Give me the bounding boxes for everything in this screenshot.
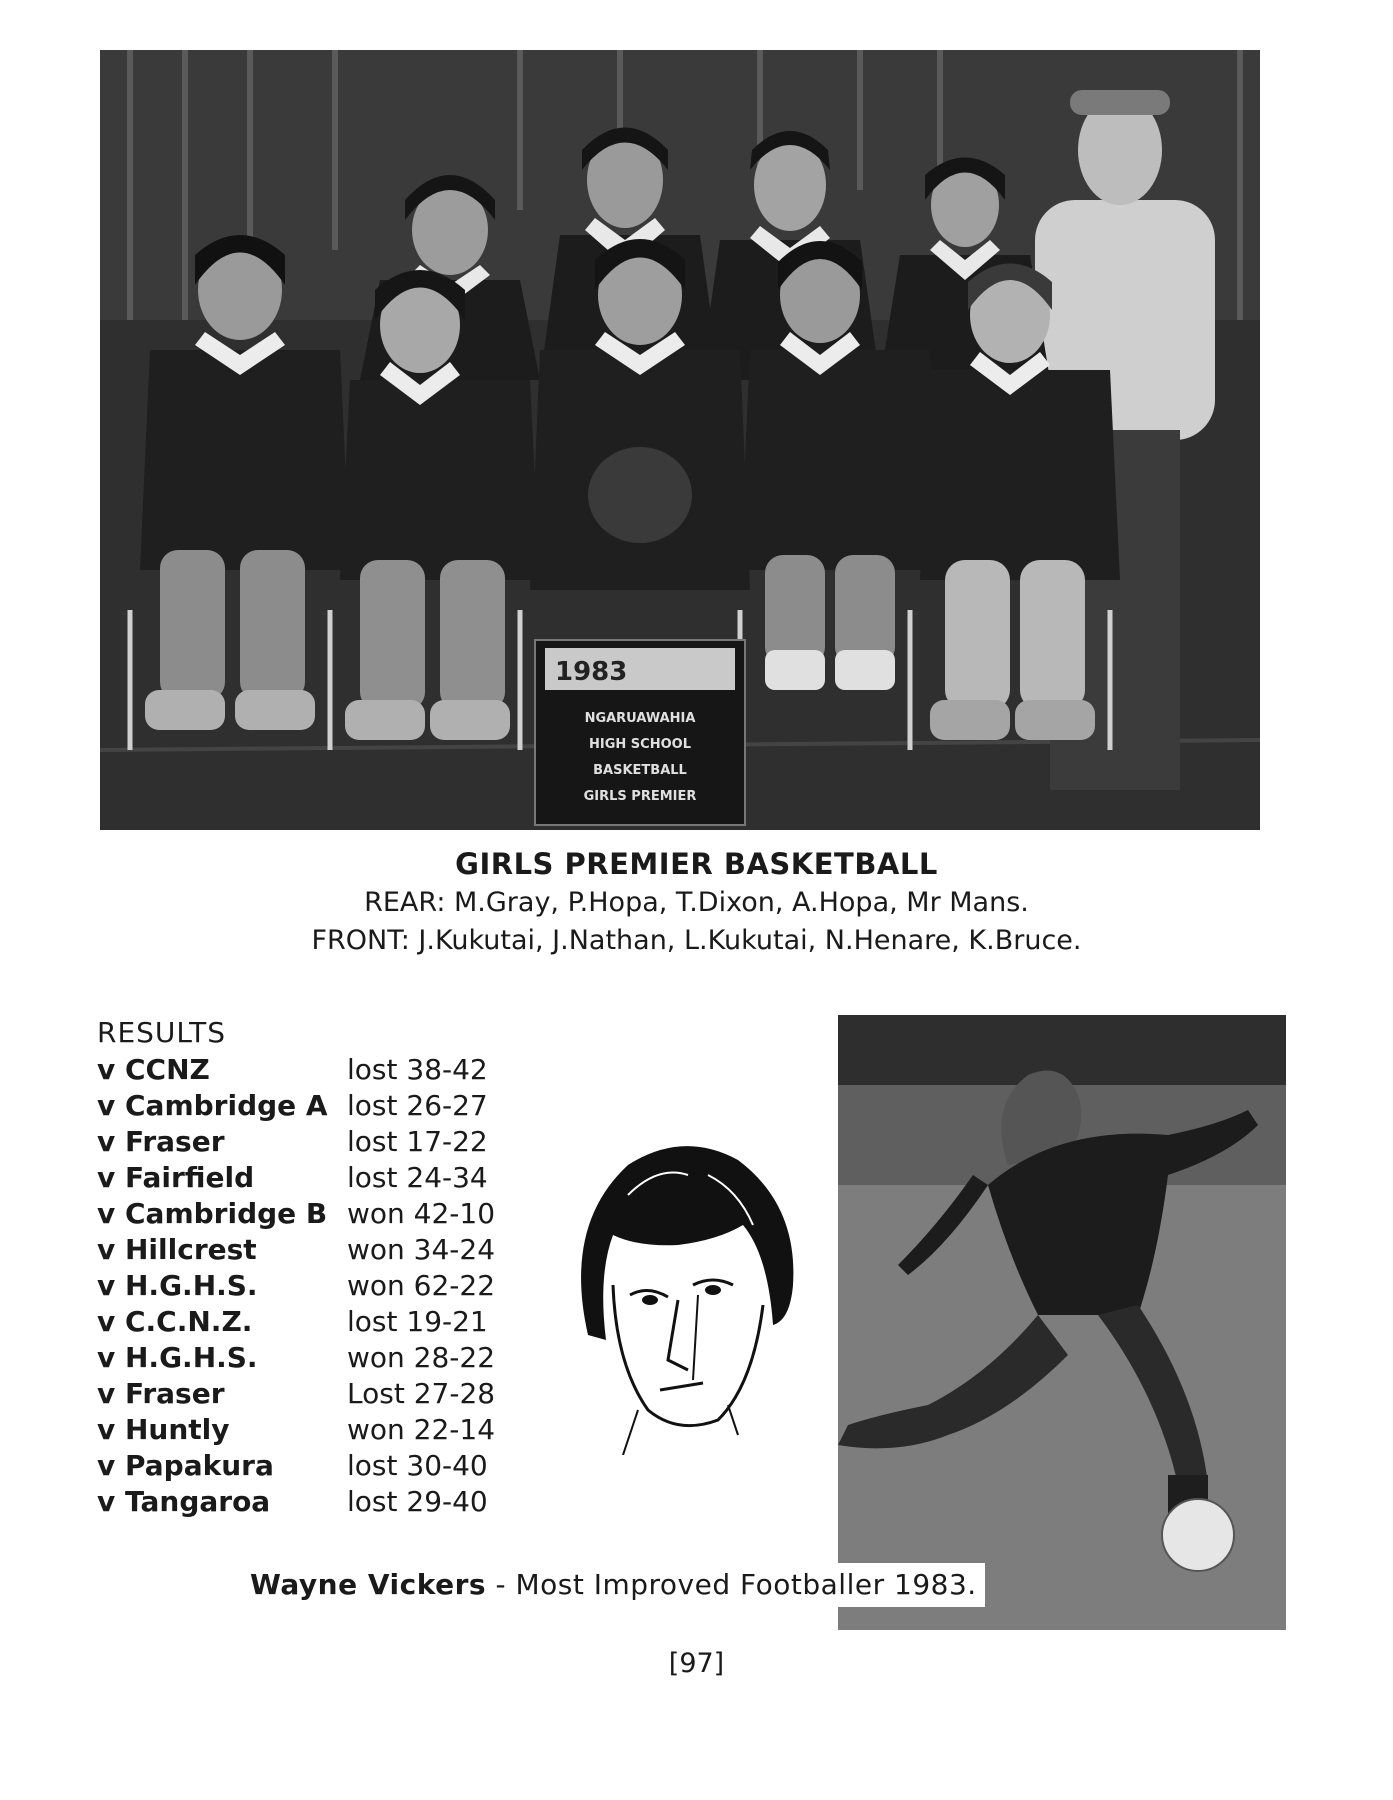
- photo-caption: [250, 1563, 985, 1607]
- result-opponent: v H.G.H.S.: [97, 1269, 258, 1302]
- result-row: [97, 1124, 557, 1160]
- result-opponent: v CCNZ: [97, 1053, 210, 1086]
- result-row: [97, 1052, 557, 1088]
- result-row: [97, 1268, 557, 1304]
- result-opponent: v Huntly: [97, 1413, 230, 1446]
- caption-rear-row: REAR: M.Gray, P.Hopa, T.Dixon, A.Hopa, Mr Mans.: [364, 887, 1029, 918]
- result-row: [97, 1412, 557, 1448]
- result-score: lost 26-27: [347, 1089, 488, 1122]
- result-score: lost 29-40: [347, 1485, 488, 1518]
- result-score: lost 17-22: [347, 1125, 488, 1158]
- result-opponent: v Fraser: [97, 1377, 225, 1410]
- result-row: [97, 1448, 557, 1484]
- results-list: [97, 1052, 557, 1520]
- result-opponent: v H.G.H.S.: [97, 1341, 258, 1374]
- photo-caption-name: Wayne Vickers: [250, 1568, 487, 1601]
- result-score: won 22-14: [347, 1413, 496, 1446]
- result-opponent: v Cambridge A: [97, 1089, 328, 1122]
- result-score: lost 38-42: [347, 1053, 488, 1086]
- result-score: won 34-24: [347, 1233, 496, 1266]
- caption-front-row: FRONT: J.Kukutai, J.Nathan, L.Kukutai, N.Henare, K.Bruce.: [311, 925, 1082, 956]
- result-score: won 62-22: [347, 1269, 496, 1302]
- result-row: [97, 1376, 557, 1412]
- result-opponent: v Hillcrest: [97, 1233, 257, 1266]
- result-score: lost 30-40: [347, 1449, 488, 1482]
- board-line-3: BASKETBALL: [593, 763, 687, 778]
- board-line-1: NGARUAWAHIA: [584, 711, 696, 726]
- page-number: [97]: [668, 1648, 725, 1679]
- board-line-2: HIGH SCHOOL: [589, 737, 691, 752]
- result-opponent: v Fraser: [97, 1125, 225, 1158]
- result-row: [97, 1160, 557, 1196]
- result-row: [97, 1340, 557, 1376]
- team-photo: [100, 50, 1260, 830]
- result-score: won 42-10: [347, 1197, 496, 1230]
- board-year: 1983: [555, 657, 628, 687]
- result-opponent: v Fairfield: [97, 1161, 255, 1194]
- caption-title: GIRLS PREMIER BASKETBALL: [455, 847, 938, 881]
- result-opponent: v Cambridge B: [97, 1197, 328, 1230]
- result-opponent: v Tangaroa: [97, 1485, 271, 1518]
- result-row: [97, 1484, 557, 1520]
- results-heading: RESULTS: [97, 1016, 227, 1049]
- result-score: lost 19-21: [347, 1305, 488, 1338]
- photo-caption-text: - Most Improved Footballer 1983.: [486, 1568, 977, 1601]
- result-row: [97, 1304, 557, 1340]
- result-score: lost 24-34: [347, 1161, 488, 1194]
- football-photo: [838, 1015, 1286, 1630]
- board-line-4: GIRLS PREMIER: [583, 789, 697, 804]
- result-opponent: v Papakura: [97, 1449, 274, 1482]
- result-score: won 28-22: [347, 1341, 496, 1374]
- result-row: [97, 1196, 557, 1232]
- portrait-sketch: [568, 1135, 798, 1455]
- result-score: Lost 27-28: [347, 1377, 496, 1410]
- result-row: [97, 1088, 557, 1124]
- result-opponent: v C.C.N.Z.: [97, 1305, 253, 1338]
- result-row: [97, 1232, 557, 1268]
